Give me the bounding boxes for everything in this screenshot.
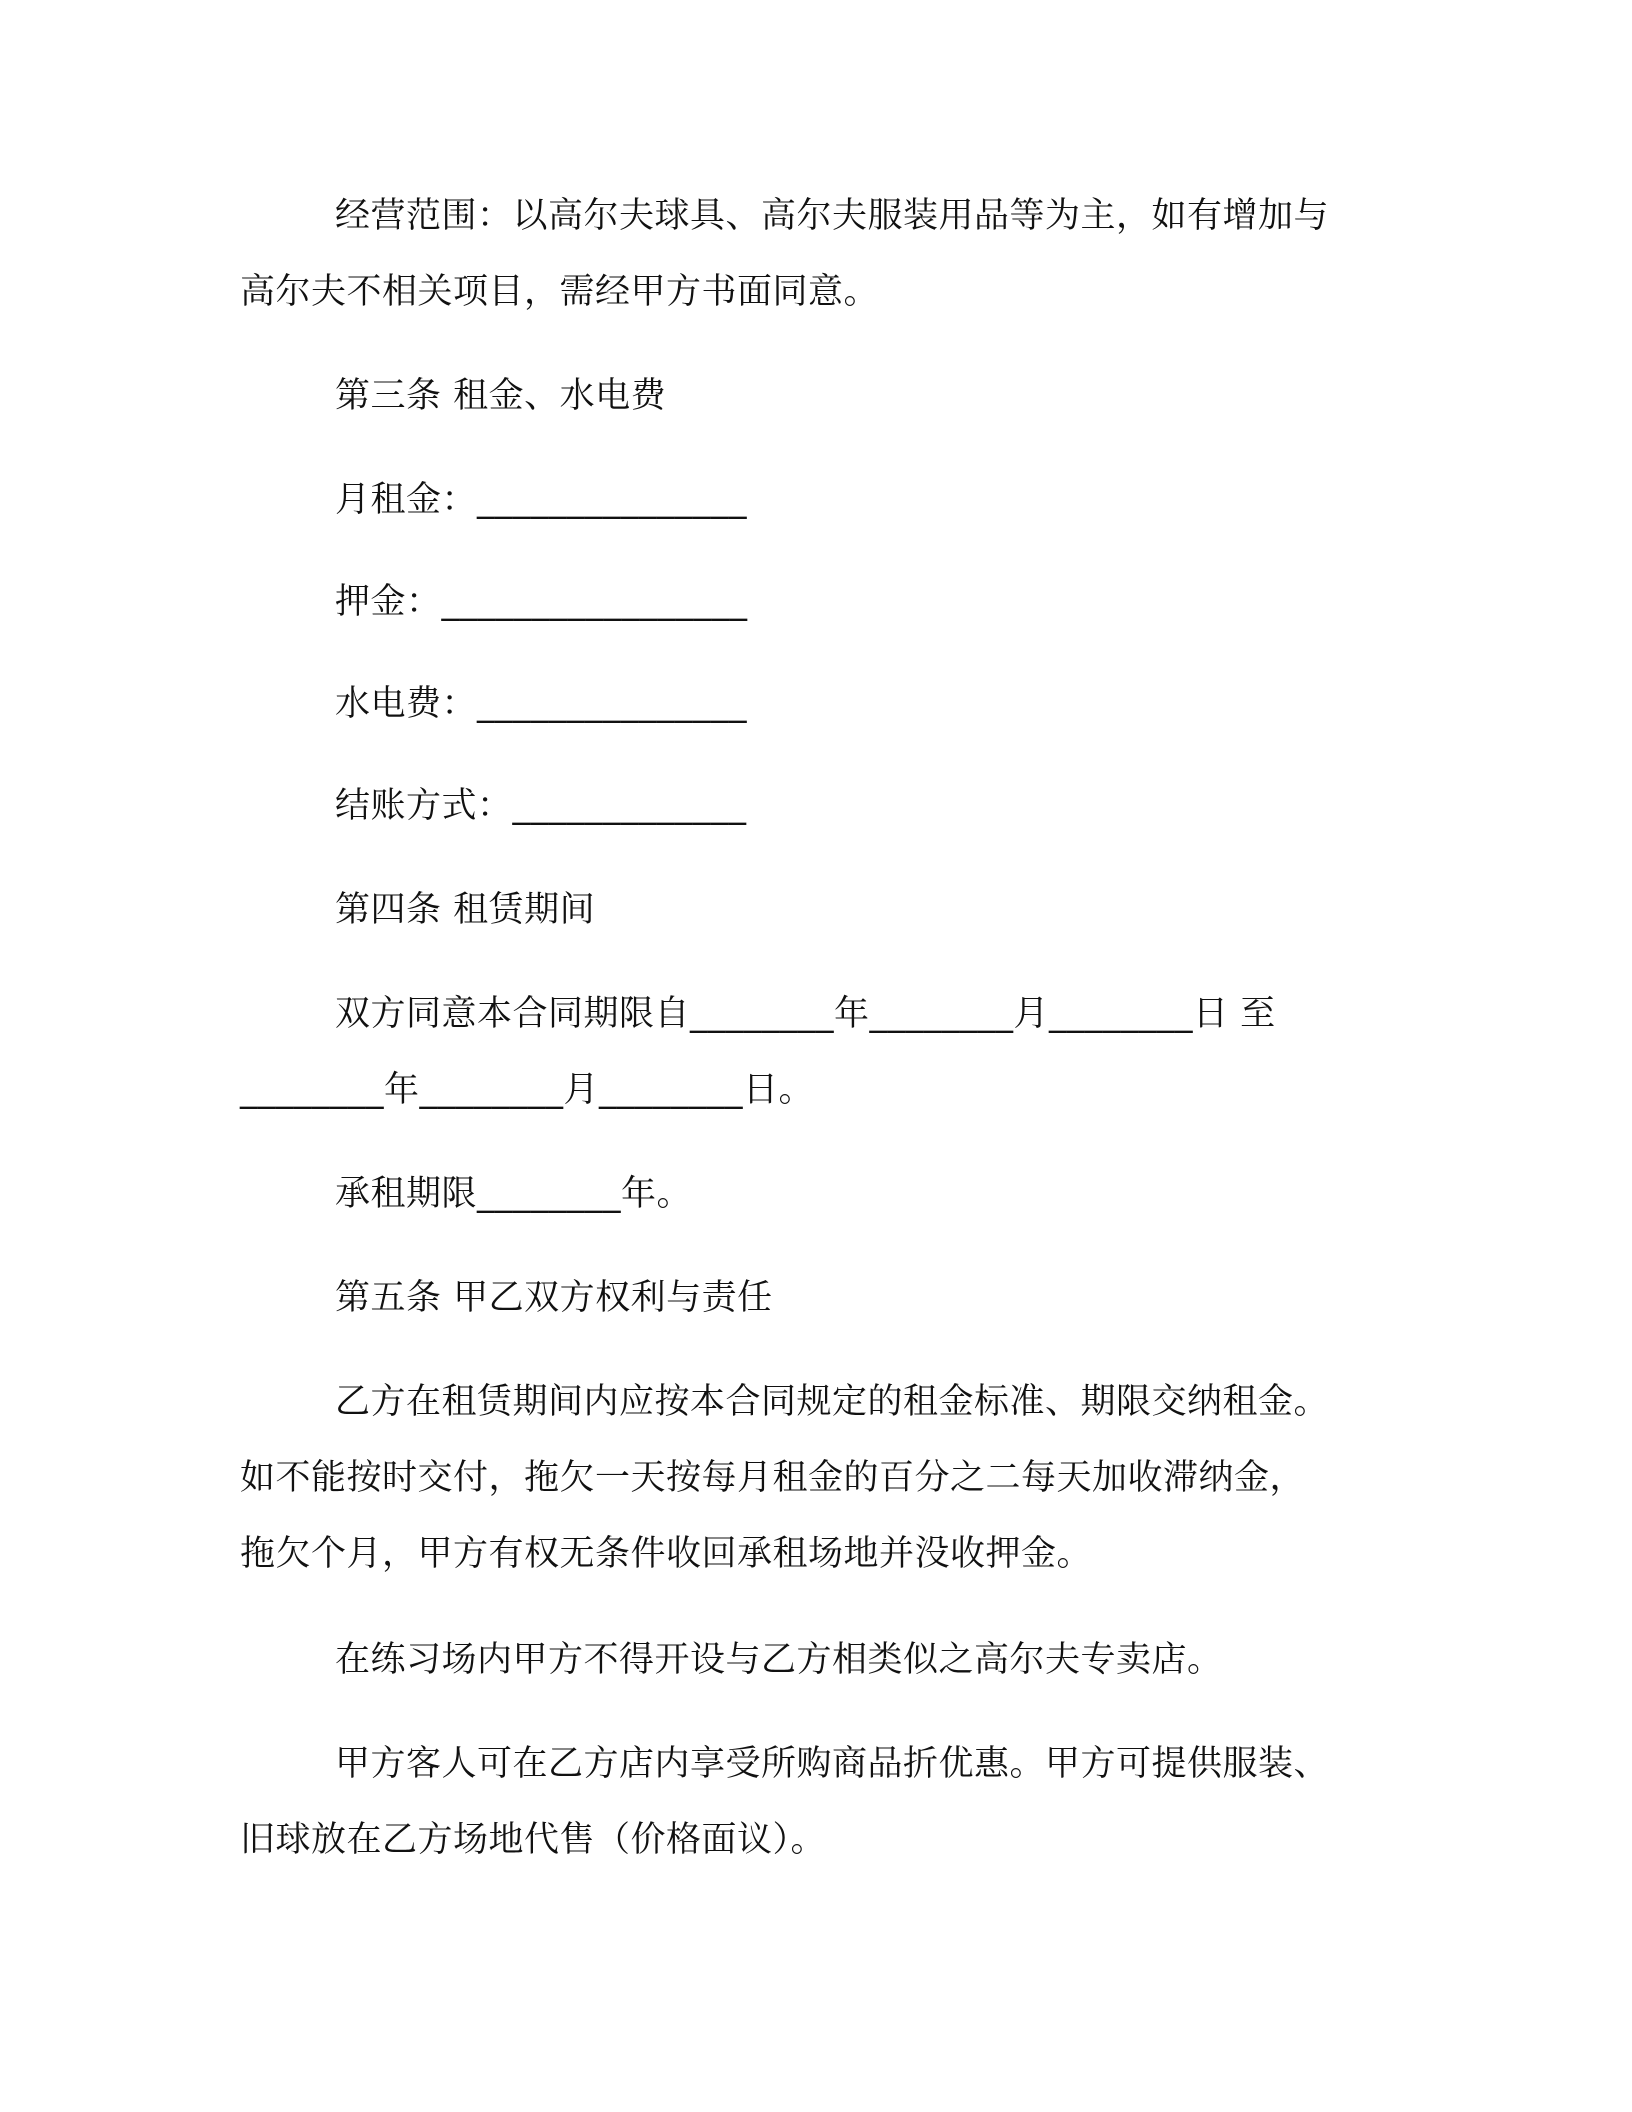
article-5-heading: [240, 1260, 1390, 1336]
rent-payment-clause-line-3: 拖欠个月，甲方有权无条件收回承租场地并没收押金。: [240, 1534, 1093, 1574]
business-scope-line-1: 经营范围：以高尔夫球具、高尔夫服装用品等为主，如有增加与: [335, 196, 1330, 236]
rent-payment-clause-line-2: 如不能按时交付，拖欠一天按每月租金的百分之二每天加收滞纳金，: [240, 1458, 1306, 1498]
monthly-rent-field: [240, 462, 1390, 538]
settlement-method-text: 结账方式：_____________: [335, 786, 747, 826]
lease-years-field: [240, 1156, 1390, 1232]
article-3-heading-text: 第三条 租金、水电费: [335, 376, 667, 416]
business-scope-paragraph: [240, 178, 1390, 330]
utilities-field: [240, 666, 1390, 742]
article-4-heading: [240, 872, 1390, 948]
article-3-heading: [240, 358, 1390, 434]
rent-payment-clause: [240, 1364, 1390, 1592]
deposit-field: [240, 564, 1390, 640]
rent-payment-clause-line-1: 乙方在租赁期间内应按本合同规定的租金标准、期限交纳租金。: [335, 1382, 1330, 1422]
non-competition-clause-text: 在练习场内甲方不得开设与乙方相类似之高尔夫专卖店。: [335, 1640, 1223, 1680]
article-4-heading-text: 第四条 租赁期间: [335, 890, 596, 930]
lease-term-dates-line-2: ________年________月________日。: [240, 1070, 815, 1110]
utilities-text: 水电费：_______________: [335, 684, 748, 724]
discount-consignment-clause: [240, 1726, 1390, 1878]
lease-term-dates-paragraph: [240, 976, 1390, 1128]
business-scope-line-2: 高尔夫不相关项目，需经甲方书面同意。: [240, 272, 880, 312]
settlement-method-field: [240, 768, 1390, 844]
discount-consignment-clause-line-2: 旧球放在乙方场地代售（价格面议）。: [240, 1820, 827, 1860]
non-competition-clause: [240, 1622, 1390, 1698]
article-5-heading-text: 第五条 甲乙双方权利与责任: [335, 1278, 773, 1318]
monthly-rent-text: 月租金：_______________: [335, 480, 748, 520]
discount-consignment-clause-line-1: 甲方客人可在乙方店内享受所购商品折优惠。甲方可提供服装、: [335, 1744, 1330, 1784]
lease-years-text: 承租期限________年。: [335, 1174, 693, 1214]
deposit-text: 押金：_________________: [335, 582, 748, 622]
lease-term-dates-line-1: 双方同意本合同期限自________年________月________日 至: [335, 994, 1276, 1034]
